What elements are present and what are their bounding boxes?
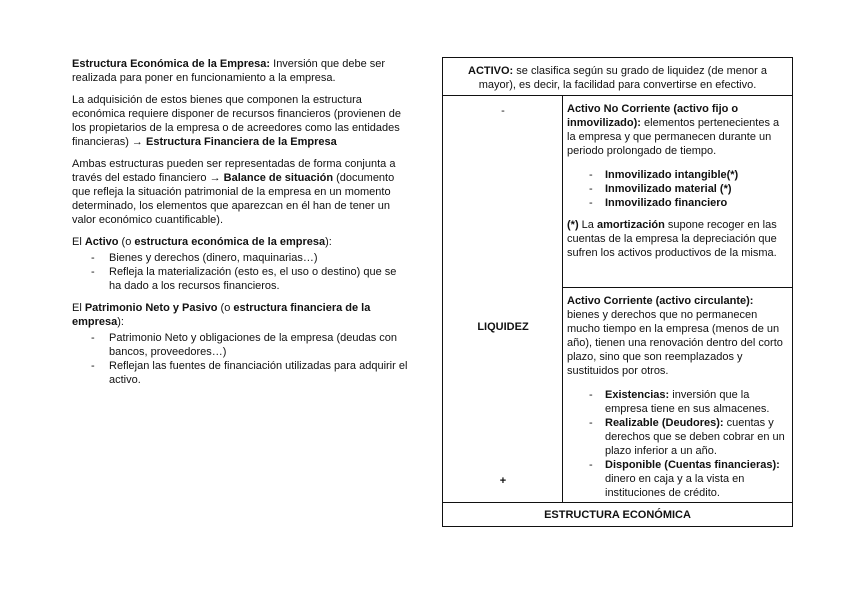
liquidez-label: LIQUIDEZ <box>477 321 529 333</box>
amortizacion-note: (*) La amortización supone recoger en las cuentas de la empresa la depreciación que sufren los activos productivos de la misma. <box>567 219 777 259</box>
list-item: - Inmovilizado intangible(*) <box>567 168 786 182</box>
list-item: - Disponible (Cuentas financieras): dinero en caja y a la vista en instituciones de crédito. <box>567 458 786 500</box>
inmovilizado-list <box>567 168 786 210</box>
activo-no-corriente-title: Activo No Corriente (activo fijo o inmovilizado): <box>567 103 739 129</box>
paragraph-balance: Ambas estructuras pueden ser representadas de forma conjunta a través del estado financiero → Balance de situación (documento que refleja la situación patrimonial de la empresa en un momento determinado, los elementos que aparezcan en él han de tener un valor económico cuantificable). <box>72 158 396 226</box>
activo-list <box>72 251 410 293</box>
activo-table <box>442 57 793 527</box>
list-item: - Reflejan las fuentes de financiación utilizadas para adquirir el activo. <box>72 359 410 387</box>
minus-sign: - <box>501 105 505 117</box>
paragraph-adquisicion: La adquisición de estos bienes que componen la estructura económica requiere disponer de recursos financieros (provienen de los propietarios de la empresa o de acreedores como las entidades financieras) → Estructura Financiera de la Empresa <box>72 94 401 148</box>
table-header: ACTIVO: se clasifica según su grado de liquidez (de menor a mayor), es decir, la facilidad para convertirse en efectivo. <box>443 58 792 96</box>
activo-corriente-list <box>567 388 786 500</box>
term-balance-situacion: Balance de situación <box>223 172 334 184</box>
list-item: - Inmovilizado financiero <box>567 196 786 210</box>
plus-sign: + <box>499 475 507 487</box>
list-item: - Bienes y derechos (dinero, maquinarias…) <box>72 251 410 265</box>
list-item: - Patrimonio Neto y obligaciones de la empresa (deudas con bancos, proveedores…) <box>72 331 410 359</box>
paragraph-estructura-economica: Estructura Económica de la Empresa: Inversión que debe ser realizada para poner en funcionamiento a la empresa. <box>72 58 386 84</box>
explanatory-text <box>72 57 410 395</box>
heading-activo: El Activo (o estructura económica de la empresa): <box>72 236 332 248</box>
table-footer: ESTRUCTURA ECONÓMICA <box>443 502 792 526</box>
term-estructura-economica: Estructura Económica de la Empresa: <box>72 58 271 70</box>
liquidity-column <box>443 96 563 502</box>
activo-corriente-title: Activo Corriente (activo circulante): <box>567 295 754 307</box>
list-item: - Realizable (Deudores): cuentas y derechos que se deben cobrar en un plazo inferior a un año. <box>567 416 786 458</box>
list-item: - Existencias: inversión que la empresa tiene en sus almacenes. <box>567 388 786 416</box>
list-item: - Refleja la materialización (esto es, el uso o destino) que se ha dado a los recursos financieros. <box>72 265 410 293</box>
activo-corriente-cell: Activo Corriente (activo circulante): bienes y derechos que no permanecen mucho tiempo en la empresa (menos de un año), tienen una renovación dentro del corto plazo, sino que son reemplazados y sustituidos por otros. - Existencias: inversión que la empresa tiene en sus almacenes. - Realizable (Deudores): cuentas y derechos que se deben cobrar en un plazo inferior a un año. - Disponible (Cuentas financieras): dinero en caja y a la vista en instituciones de crédito. <box>563 288 792 502</box>
patrimonio-list <box>72 331 410 387</box>
heading-patrimonio: El Patrimonio Neto y Pasivo (o estructura financiera de la empresa): <box>72 302 371 328</box>
list-item: - Inmovilizado material (*) <box>567 182 786 196</box>
term-estructura-financiera: Estructura Financiera de la Empresa <box>145 136 337 148</box>
activo-no-corriente-cell: Activo No Corriente (activo fijo o inmovilizado): elementos pertenecientes a la empresa y que permanecen durante un periodo prolongado de tiempo. - Inmovilizado intangible(*) - Inmovilizado material (*) - Inmovilizado financiero (*) La amortización supone recoger en las cuentas de la empresa la depreciación que sufren los activos productivos de la misma. <box>563 96 792 288</box>
